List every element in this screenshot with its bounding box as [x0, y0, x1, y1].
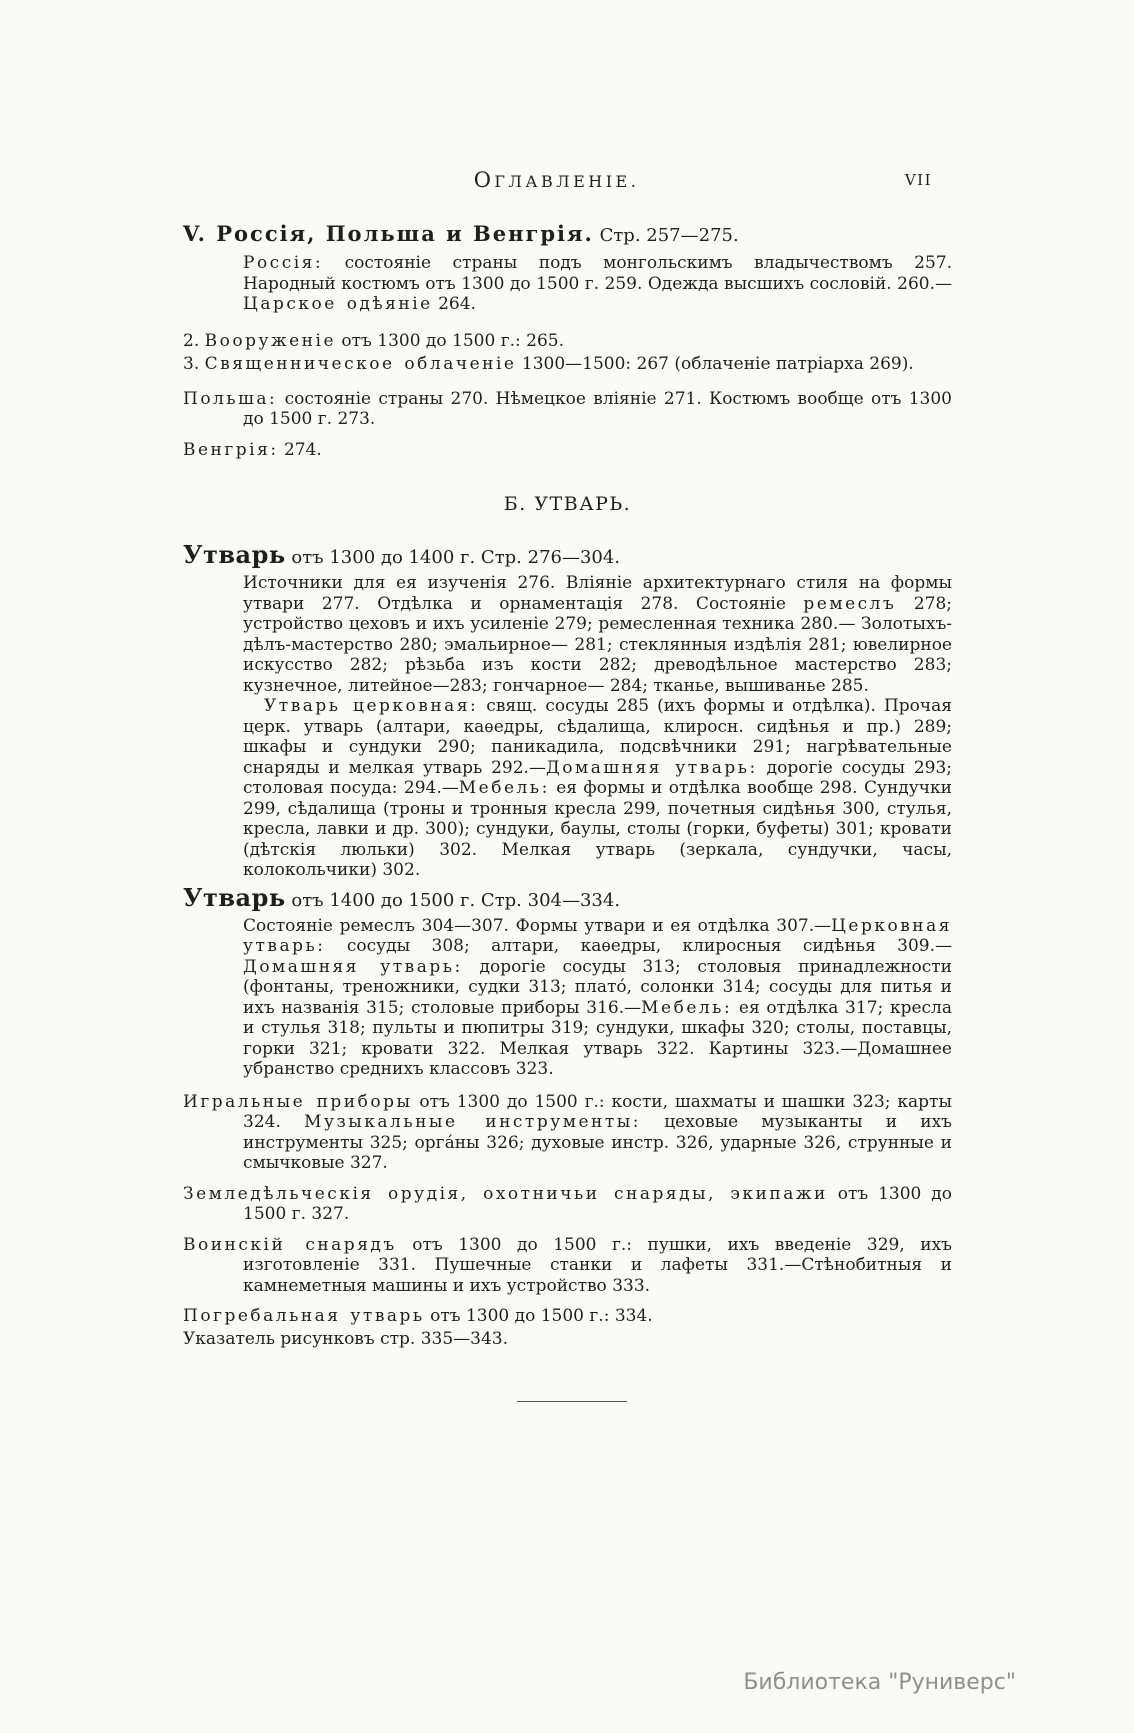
- toc-entry-agriculture-hunting: Земледѣльческія орудія, охотничьи снаряды, экипажи отъ 1300 до 1500 г. 327.: [183, 1183, 952, 1224]
- page-header: [183, 168, 952, 194]
- utensils-1300-1400-heading: Утварь отъ 1300 до 1400 г. Стр. 276—304.: [183, 540, 621, 569]
- page-content: [183, 168, 952, 1402]
- toc-entry-hungary: Венгрія: 274.: [183, 439, 322, 460]
- utensils-1300-1400-crafts: Источники для ея изученія 276. Вліяніе архитектурнаго стиля на формы утвари 277. Отдѣлка и орнаментація 278. Состояніе ремеслъ 278; устройство цеховъ и ихъ усиленіе 279; ремесленная техника 280.— Золотыхъ-дѣлъ-мастерство 280; эмальирное— 281; стеклянныя издѣлія 281; ювелирное искусство 282; рѣзьба изъ кости 282; древодѣльное мастерство 283; кузнечное, литейное—283; гончарное— 284; тканье, вышиванье 285.: [243, 573, 952, 696]
- page-title: ОГЛАВЛЕНІЕ.: [473, 168, 640, 192]
- toc-entry-figure-index: Указатель рисунковъ стр. 335—343.: [183, 1328, 509, 1349]
- page-number: VII: [904, 171, 932, 189]
- library-watermark: Библиотека "Руниверс": [743, 1670, 1016, 1695]
- toc-entry-poland: Польша: состояніе страны 270. Нѣмецкое вліяніе 271. Костюмъ вообще отъ 1300 до 1500 г. 273.: [183, 388, 952, 429]
- utensils-1400-1500-heading: Утварь отъ 1400 до 1500 г. Стр. 304—334.: [183, 882, 621, 912]
- toc-entry-funeral-utensils: Погребальная утварь отъ 1300 до 1500 г.: 334.: [183, 1306, 653, 1326]
- toc-entry-armament: 2. Вооруженіе отъ 1300 до 1500 г.: 265.: [183, 330, 564, 351]
- section-divider: [517, 1401, 627, 1402]
- section-heading-utensils: Б. УТВАРЬ.: [503, 493, 632, 515]
- toc-entry-priestly-vestments: 3. Священническое облаченіе 1300—1500: 267 (облаченіе патріарха 269).: [183, 354, 914, 374]
- toc-entry-military-equipment: Воинскій снарядъ отъ 1300 до 1500 г.: пушки, ихъ введеніе 329, ихъ изготовленіе 331. Пушечные станки и лафеты 331.—Стѣнобитныя и камнеметныя машины и ихъ устройство 333.: [183, 1234, 952, 1296]
- utensils-1300-1400-church-domestic: Утварь церковная: свящ. сосуды 285 (ихъ формы и отдѣлка). Прочая церк. утварь (алтари, каѳедры, сѣдалища, клиросн. сидѣнья и пр.) 289; шкафы и сундуки 290; паникадила, подсвѣчники 291; нагрѣвательные снаряды и мелкая утварь 292.—Домашняя утварь: дорогіе сосуды 293; столовая посуда: 294.—Мебель: ея формы и отдѣлка вообще 298. Сундучки 299, сѣдалища (троны и тронныя кресла 299, почетныя сидѣнья 300, стулья, кресла, лавки и др. 300); сундуки, баулы, столы (горки, буфеты) 301; кровати (дѣтскія люльки) 302. Мелкая утварь (зеркала, сундучки, часы, колокольчики) 302.: [243, 696, 952, 880]
- utensils-1400-1500-details: Состояніе ремеслъ 304—307. Формы утвари и ея отдѣлка 307.—Церковная утварь: сосуды 308; алтари, каѳедры, клиросныя сидѣнья 309.—Домашняя утварь: дорогіе сосуды 313; столовыя принадлежности (фонтаны, треножники, судки 313; плато́, солонки 314; сосуды для питья и ихъ названія 315; столовые приборы 316.—Мебель: ея отдѣлка 317; кресла и стулья 318; пульты и пюпитры 319; сундуки, шкафы 320; столы, поставцы, горки 321; кровати 322. Мелкая утварь 322. Картины 323.—Домашнее убранство среднихъ классовъ 323.: [243, 915, 952, 1079]
- toc-entry-games-music: Игральные приборы отъ 1300 до 1500 г.: кости, шахматы и шашки 323; карты 324. Музыкальные инструменты: цеховые музыканты и ихъ инструменты 325; орга́ны 326; духовые инстр. 326, ударные 326, струнные и смычковые 327.: [183, 1091, 952, 1173]
- chapter-heading-russia-poland-hungary: V. Россія, Польша и Венгрія. Стр. 257—275.: [183, 221, 739, 246]
- toc-entry-russia: Россія: состояніе страны подъ монгольскимъ владычествомъ 257. Народный костюмъ отъ 1300 до 1500 г. 259. Одежда высшихъ сословій. 260.—Царское одѣяніе 264.: [243, 253, 952, 314]
